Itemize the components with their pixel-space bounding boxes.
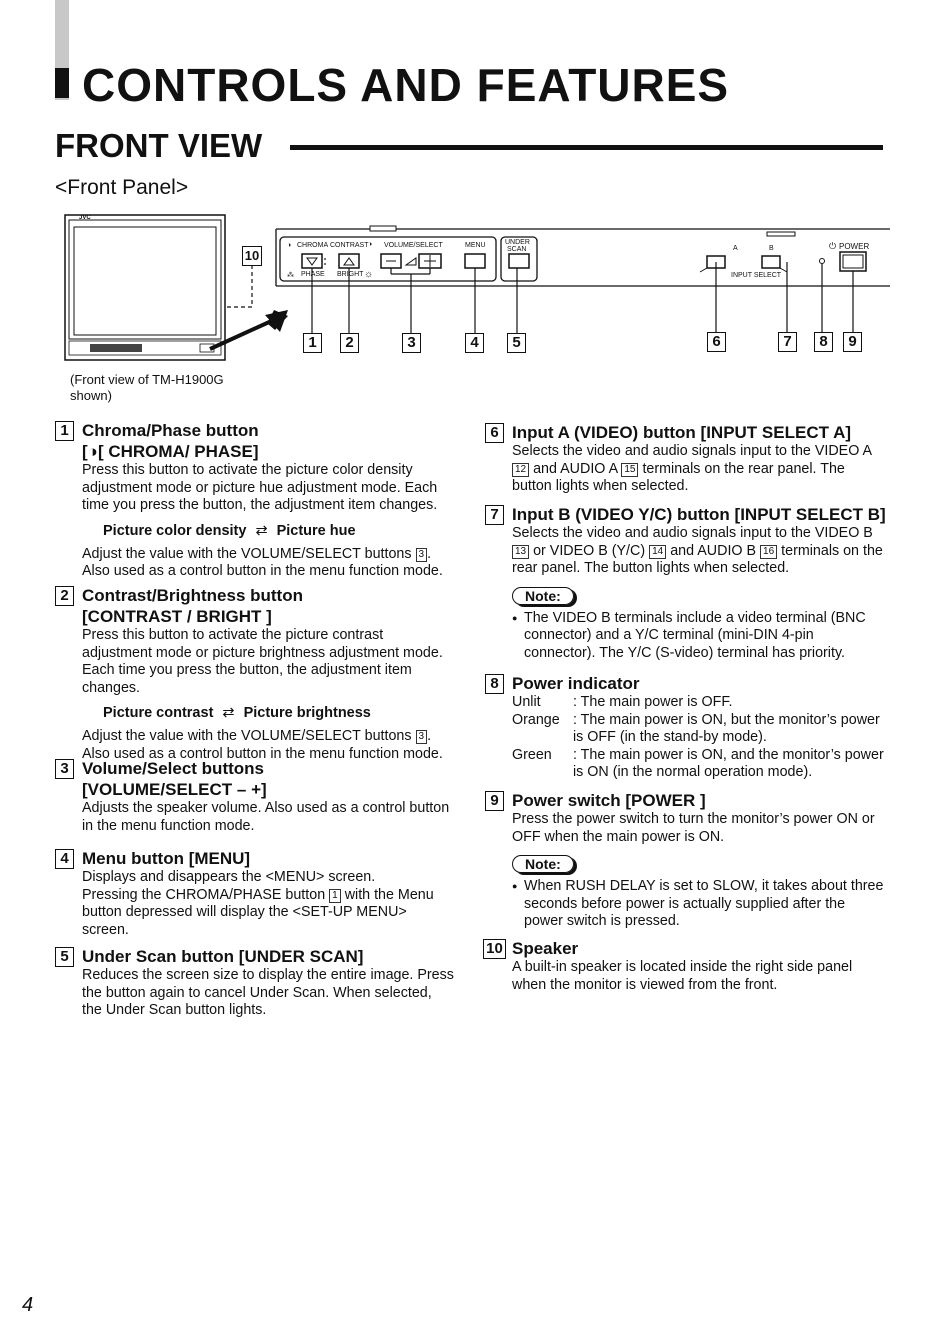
section-body: Adjusts the speaker volume. Also used as a control button in the menu function mode. [82, 800, 450, 834]
section-title: Under Scan button [UNDER SCAN] [82, 947, 364, 966]
power-icon: ⏻ [829, 241, 837, 251]
section-title: Chroma/Phase button [82, 421, 259, 440]
section-body: A built-in speaker is located inside the right side panel when the monitor is viewed from the front. [512, 959, 853, 993]
callout-4: 4 [465, 333, 484, 353]
section-title: Menu button [MENU] [82, 849, 251, 868]
section-body: Press the power switch to turn the monitor’s power ON or OFF when the main power is ON. [512, 811, 875, 845]
label-contrast: CONTRAST [330, 242, 369, 249]
brand-logo: JVC [79, 215, 91, 221]
section-body: Press this button to activate the picture contrast adjustment mode or picture brightness adjustment mode. Each time you press the button, the adjustment item changes. [82, 627, 443, 696]
callout-2: 2 [340, 333, 359, 353]
swap-icon: ⇄ [255, 522, 268, 539]
panel-heading: <Front Panel> [55, 176, 189, 199]
section-title: Input B (VIDEO Y/C) button [INPUT SELECT B] [512, 505, 886, 524]
label-power: POWER [839, 242, 870, 251]
section-body: Press this button to activate the picture color density adjustment mode or picture hue adjustment mode. Each time you press the button, the adjustment item changes. [82, 462, 438, 514]
page-number: 4 [22, 1294, 34, 1316]
page-title: CONTROLS AND FEATURES [82, 59, 730, 111]
section-number: 3 [55, 759, 74, 779]
section-number: 5 [55, 947, 74, 967]
section-title: Volume/Select buttons [82, 759, 264, 778]
section-body: Displays and disappears the <MENU> screen. Pressing the CHROMA/PHASE button 1 with the Menu button depressed will display the <SET-UP MENU> screen. [82, 869, 434, 938]
adjustment-cycle: Picture color density ⇄ Picture hue [103, 522, 356, 539]
section-number: 7 [485, 505, 504, 525]
section-number: 2 [55, 586, 74, 606]
contrast-icon: ◑ [368, 241, 373, 248]
section-note: Adjust the value with the VOLUME/SELECT buttons 3 . Also used as a control button in the menu function mode. [82, 545, 443, 580]
section-9 [490, 790, 884, 931]
section-1 [60, 420, 454, 581]
section-4 [60, 848, 454, 939]
label-input-select: INPUT SELECT [731, 272, 782, 279]
section-title: Power indicator [512, 674, 640, 693]
callout-9: 9 [843, 332, 862, 352]
adjustment-cycle: Picture contrast ⇄ Picture brightness [103, 705, 371, 722]
diagram-caption: (Front view of TM-H1900G shown) [70, 372, 224, 403]
label-chroma: CHROMA [297, 242, 329, 249]
label-volume-select: VOLUME/SELECT [384, 242, 443, 249]
title-rule [290, 145, 883, 150]
section-subtitle: [VOLUME/SELECT – +] [82, 780, 267, 799]
section-body: Reduces the screen size to display the entire image. Press the button again to cancel Under Scan. When selected, the Under Scan button lights. [82, 967, 454, 1019]
section-subtitle: [◑[ CHROMA/ PHASE] [82, 442, 259, 461]
section-body: Selects the video and audio signals input to the VIDEO B 13 or VIDEO B (Y/C) 14 and AUDIO B 16 terminals on the rear panel. The button lights when selected. [512, 525, 883, 577]
label-b: B [769, 245, 774, 252]
section-number: 8 [485, 674, 504, 694]
label-under: UNDER [505, 239, 530, 246]
label-menu: MENU [465, 242, 486, 249]
section-7 [490, 504, 886, 663]
section-title: Speaker [512, 939, 579, 958]
monitor-illustration [65, 215, 225, 360]
title-marker [55, 68, 69, 98]
note-text: ● When RUSH DELAY is set to SLOW, it takes about three seconds before power is actually supplied after the power switch is pressed. [512, 878, 884, 931]
label-scan: SCAN [507, 246, 527, 253]
section-title: Input A (VIDEO) button [INPUT SELECT A] [512, 423, 852, 442]
callout-5: 5 [507, 333, 526, 353]
section-title: Power switch [POWER ] [512, 791, 706, 810]
section-title: Contrast/Brightness button [82, 586, 303, 605]
section-2 [60, 585, 454, 764]
section-5 [60, 946, 454, 1020]
callout-6: 6 [707, 332, 726, 352]
label-phase: PHASE [301, 271, 325, 278]
section-10 [486, 938, 884, 994]
status-row: Green : The main power is ON, and the monitor’s power is ON (in the normal operation mode). [512, 746, 884, 781]
status-row: Orange : The main power is ON, but the monitor’s power is OFF (in the stand-by mode). [512, 711, 880, 746]
status-row: Unlit : The main power is OFF. [512, 694, 733, 710]
label-a: A [733, 245, 738, 252]
section-number: 6 [485, 423, 504, 443]
front-panel-diagram [60, 210, 890, 403]
callout-3: 3 [402, 333, 421, 353]
section-number: 10 [483, 939, 506, 959]
section-6 [490, 422, 884, 496]
section-subtitle: [CONTRAST / BRIGHT ] [82, 607, 272, 626]
callout-10: 10 [242, 246, 262, 266]
chroma-icon: ◑ [87, 442, 98, 461]
callout-8: 8 [814, 332, 833, 352]
section-note: Adjust the value with the VOLUME/SELECT buttons 3 . Also used as a control button in the menu function mode. [82, 728, 443, 762]
section-title: FRONT VIEW [55, 127, 263, 164]
note-text: ● The VIDEO B terminals include a video terminal (BNC connector) and a Y/C terminal (mini-DIN 4-pin connector). The Y/C (S-video) terminal has priority. [512, 610, 884, 663]
swap-icon: ⇄ [222, 705, 235, 722]
section-8 [490, 673, 884, 782]
section-number: 4 [55, 849, 74, 869]
callout-7: 7 [778, 332, 797, 352]
label-bright: BRIGHT [337, 271, 364, 278]
section-number: 1 [55, 421, 74, 441]
section-number: 9 [485, 791, 504, 811]
note-badge: Note: [512, 587, 574, 605]
bright-icon: ☼ [364, 269, 374, 280]
callout-1: 1 [303, 333, 322, 353]
phase-icon: ⁂ [287, 272, 294, 279]
chroma-icon: ◑ [287, 242, 292, 249]
section-3 [60, 758, 454, 835]
section-body: Selects the video and audio signals input to the VIDEO A 12 and AUDIO A 15 terminals on the rear panel. The button lights when selected. [512, 443, 872, 495]
note-badge: Note: [512, 855, 574, 873]
